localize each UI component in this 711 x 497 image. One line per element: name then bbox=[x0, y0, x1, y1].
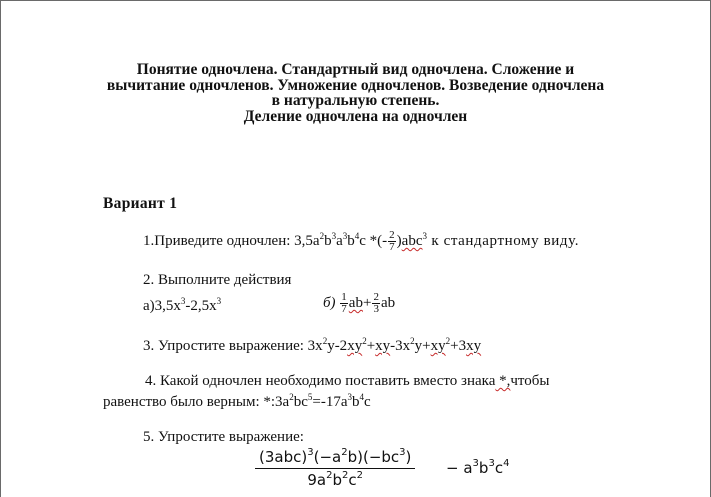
task-5-denominator bbox=[255, 469, 415, 490]
task-5-subtrahend bbox=[446, 459, 509, 477]
exponent: 3 bbox=[472, 458, 479, 469]
document-title bbox=[0, 62, 711, 124]
math-text: − a bbox=[446, 459, 473, 477]
page-top-border bbox=[0, 0, 711, 1]
task-1-text: b bbox=[324, 232, 332, 249]
task-3-spellcheck-word: xy bbox=[347, 338, 363, 354]
task-1-text: к стандартному виду. bbox=[426, 232, 580, 249]
math-text: (−a bbox=[313, 448, 342, 466]
task-2a bbox=[143, 296, 221, 316]
fraction-two-sevenths bbox=[388, 230, 396, 253]
exponent: 2 bbox=[356, 470, 364, 481]
math-text: ) bbox=[405, 448, 412, 466]
math-text: b)(−bc bbox=[347, 448, 400, 466]
math-text: (3abc) bbox=[259, 448, 308, 466]
exponent: 4 bbox=[354, 230, 360, 241]
task-5-fraction bbox=[255, 448, 415, 490]
task-4-text: чтобы bbox=[510, 373, 550, 389]
fraction-numerator: 1 bbox=[341, 291, 347, 303]
exponent: 2 bbox=[341, 447, 348, 458]
task-4-line-1 bbox=[145, 371, 550, 391]
task-2b-label: б) bbox=[323, 294, 336, 311]
title-line-2: вычитание одночленов. Умножение одночленов. Возведение одночлена bbox=[106, 76, 605, 94]
exponent: 3 bbox=[488, 458, 495, 469]
task-5-numerator bbox=[255, 448, 415, 469]
task-4-line-2 bbox=[103, 392, 371, 412]
task-3 bbox=[143, 336, 481, 356]
task-1-text: 1.Приведите одночлен: 3,5а bbox=[143, 232, 320, 249]
task-3-spellcheck-word: xy bbox=[375, 338, 391, 354]
exponent: 4 bbox=[359, 392, 365, 402]
exponent: 3 bbox=[342, 230, 348, 241]
fraction-two-thirds bbox=[372, 292, 380, 315]
exponent: 2 bbox=[319, 230, 325, 241]
exponent: 2 bbox=[445, 336, 451, 346]
title-line-4: Деление одночлена на одночлен bbox=[243, 107, 468, 125]
task-4-text: =-17a bbox=[312, 394, 348, 410]
math-text: c bbox=[348, 471, 357, 489]
task-2b-spellcheck-word: ab bbox=[348, 294, 363, 311]
task-2a-text: а)3,5x bbox=[143, 298, 181, 314]
task-3-text: 3. Упростите выражение: 3x bbox=[143, 338, 323, 354]
math-text: c bbox=[494, 459, 504, 477]
exponent: 3 bbox=[307, 447, 314, 458]
exponent: 3 bbox=[422, 230, 427, 241]
variant-heading: Вариант 1 bbox=[103, 195, 178, 212]
task-4-spellcheck-mark: *, bbox=[495, 373, 511, 389]
task-3-text: y+ bbox=[414, 338, 431, 354]
task-2b-text: ab bbox=[380, 294, 396, 311]
exponent: 3 bbox=[347, 392, 353, 402]
exponent: 5 bbox=[307, 392, 313, 402]
task-4-text: bc bbox=[293, 394, 308, 410]
exponent: 3 bbox=[331, 230, 337, 241]
task-1-text: b bbox=[347, 232, 355, 249]
exponent: 3 bbox=[399, 447, 406, 458]
task-2a-text: -2,5x bbox=[185, 298, 217, 314]
task-1-text: a bbox=[336, 232, 343, 249]
task-3-text: -3x bbox=[390, 338, 411, 354]
fraction-denominator: 7 bbox=[341, 303, 347, 315]
task-2-heading: 2. Выполните действия bbox=[143, 272, 292, 288]
task-1 bbox=[143, 230, 579, 253]
fraction-denominator: 7 bbox=[389, 241, 395, 253]
exponent: 3 bbox=[180, 296, 186, 306]
exponent: 2 bbox=[326, 470, 333, 481]
task-1-spellcheck-word: abc bbox=[401, 232, 423, 249]
exponent: 2 bbox=[342, 470, 349, 481]
fraction-denominator: 3 bbox=[373, 303, 379, 315]
math-text: b bbox=[332, 471, 343, 489]
exponent: 4 bbox=[503, 458, 510, 469]
task-3-text: y-2 bbox=[327, 338, 348, 354]
task-3-spellcheck-word: xy bbox=[466, 338, 482, 354]
math-text: 9a bbox=[307, 471, 327, 489]
task-4-text: b bbox=[352, 394, 360, 410]
title-line-3: в натуральную степень. bbox=[271, 92, 440, 109]
exponent: 2 bbox=[362, 336, 367, 346]
task-3-text: +3 bbox=[450, 338, 467, 354]
task-1-text: ) bbox=[396, 232, 402, 249]
exponent: 2 bbox=[410, 336, 415, 346]
task-2b-text: + bbox=[362, 294, 372, 311]
task-4-text: c bbox=[364, 394, 371, 410]
fraction-numerator: 2 bbox=[373, 291, 379, 303]
fraction-one-seventh bbox=[340, 292, 348, 315]
task-3-text: + bbox=[366, 338, 376, 354]
exponent: 3 bbox=[216, 296, 222, 306]
task-2b bbox=[323, 292, 395, 315]
fraction-numerator: 2 bbox=[389, 229, 395, 241]
task-4-text: равенство было верным: *:3a bbox=[103, 394, 290, 410]
task-5-heading: 5. Упростите выражение: bbox=[143, 429, 304, 445]
title-line-1: Понятие одночлена. Стандартный вид одночлена. Сложение и bbox=[136, 61, 575, 78]
math-text: b bbox=[478, 459, 489, 477]
exponent: 2 bbox=[289, 392, 294, 402]
exponent: 2 bbox=[322, 336, 328, 346]
task-4-text: 4. Какой одночлен необходимо поставить вместо знака bbox=[145, 373, 496, 389]
task-3-spellcheck-word: xy bbox=[430, 338, 446, 354]
task-1-text: c *(- bbox=[359, 232, 388, 249]
